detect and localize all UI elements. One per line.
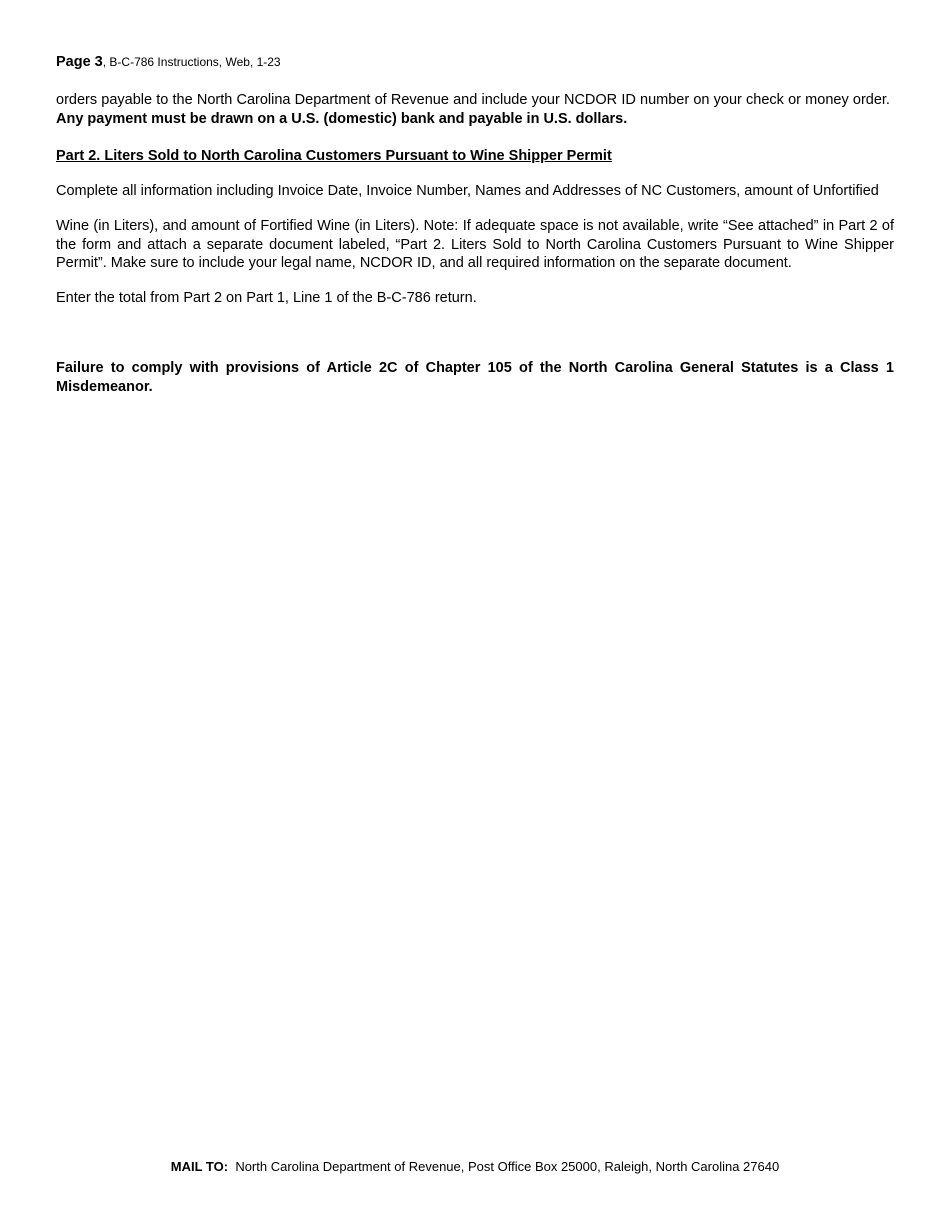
- part2-paragraph-2: Wine (in Liters), and amount of Fortified Wine (in Liters). Note: If adequate space is not available, write “See attached” in Part 2 of the form and attach a separate document labeled, “Part 2. Liters Sold to North Carolina Customers Pursuant to Wine Shipper Permit”. Make sure to include your legal name, NCDOR ID, and all required information on the separate document.: [56, 218, 894, 271]
- part2-heading: Part 2. Liters Sold to North Carolina Customers Pursuant to Wine Shipper Permit: [56, 148, 612, 164]
- payment-paragraph: [56, 91, 894, 128]
- section-heading-part2: [56, 147, 894, 166]
- mail-to-address: North Carolina Department of Revenue, Post Office Box 25000, Raleigh, North Carolina 27640: [235, 1159, 780, 1174]
- page-number: Page 3: [56, 54, 103, 70]
- mailing-footer: [0, 1158, 950, 1175]
- part2-paragraph-3: Enter the total from Part 2 on Part 1, Line 1 of the B-C-786 return.: [56, 290, 477, 306]
- payment-bold-text: Any payment must be drawn on a U.S. (domestic) bank and payable in U.S. dollars.: [56, 110, 628, 127]
- page-header: [56, 53, 281, 71]
- warning-paragraph: Failure to comply with provisions of Article 2C of Chapter 105 of the North Carolina General Statutes is a Class 1 Misdemeanor.: [56, 360, 894, 395]
- mail-to-label: MAIL TO:: [170, 1159, 229, 1174]
- part2-paragraph-1: Complete all information including Invoice Date, Invoice Number, Names and Addresses of NC Customers, amount of Unfortified: [56, 183, 879, 199]
- form-identifier: , B-C-786 Instructions, Web, 1-23: [102, 55, 281, 69]
- payment-text: orders payable to the North Carolina Department of Revenue and include your NCDOR ID number on your check or money order.: [56, 92, 890, 108]
